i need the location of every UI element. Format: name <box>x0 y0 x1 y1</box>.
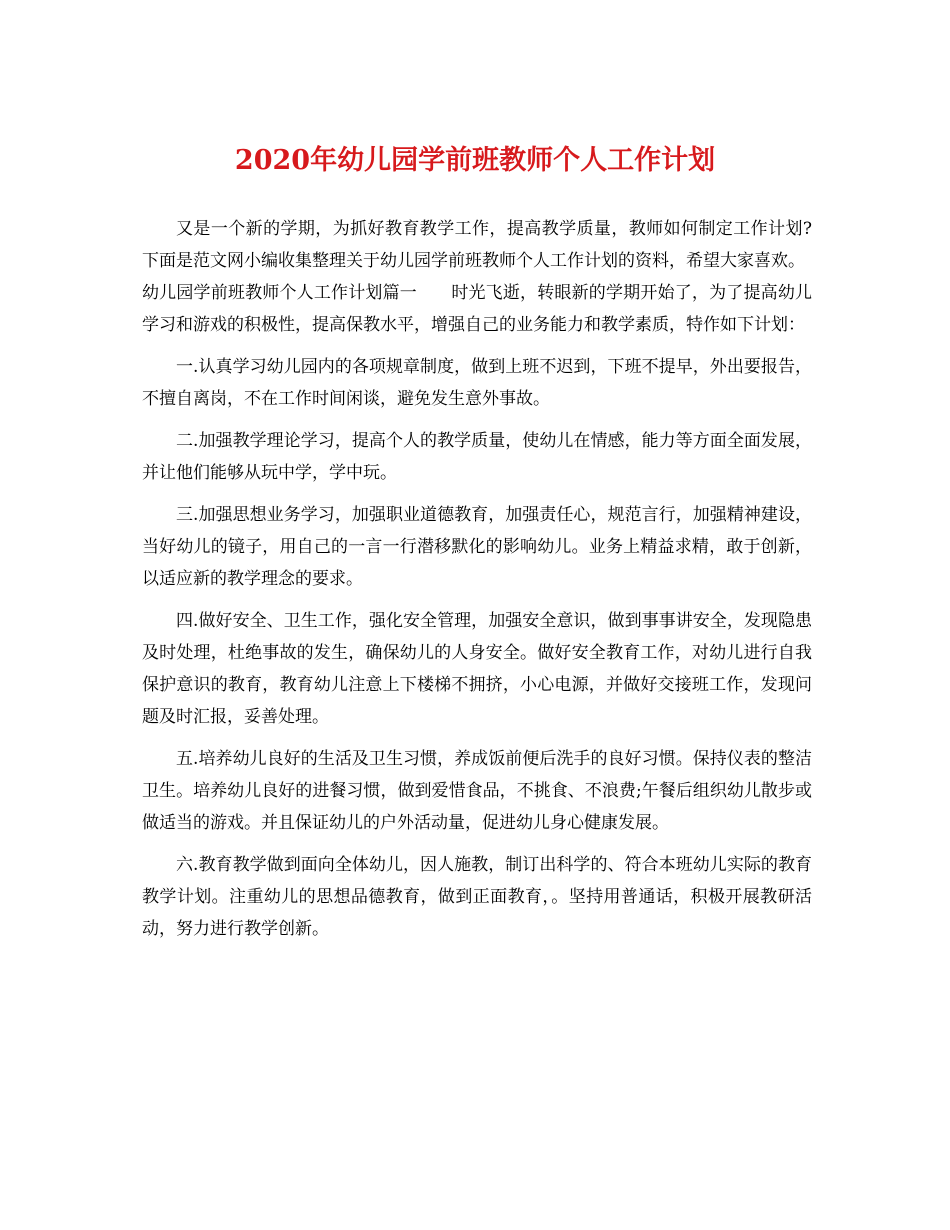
paragraph-item-3: 三.加强思想业务学习，加强职业道德教育，加强责任心，规范言行，加强精神建设，当好幼儿的镜子，用自己的一言一行潜移默化的影响幼儿。业务上精益求精，敢于创新，以适应新的教学理念的要求。 <box>142 505 812 589</box>
paragraph-item-2: 二.加强教学理论学习，提高个人的教学质量，使幼儿在情感，能力等方面全面发展，并让他们能够从玩中学，学中玩。 <box>142 431 812 483</box>
paragraph-item-5: 五.培养幼儿良好的生活及卫生习惯，养成饭前便后洗手的良好习惯。保持仪表的整洁卫生。培养幼儿良好的进餐习惯，做到爱惜食品，不挑食、不浪费;午餐后组织幼儿散步或做适当的游戏。并且保证幼儿的户外活动量，促进幼儿身心健康发展。 <box>142 749 812 833</box>
paragraph-item-4: 四.做好安全、卫生工作，强化安全管理，加强安全意识，做到事事讲安全，发现隐患及时处理，杜绝事故的发生，确保幼儿的人身安全。做好安全教育工作，对幼儿进行自我保护意识的教育，教育幼儿注意上下楼梯不拥挤，小心电源，并做好交接班工作，发现问题及时汇报，妥善处理。 <box>142 611 812 727</box>
paragraph-item-1: 一.认真学习幼儿园内的各项规章制度，做到上班不迟到，下班不提早，外出要报告，不擅自离岗，不在工作时间闲谈，避免发生意外事故。 <box>142 357 812 409</box>
document-body <box>142 213 812 945</box>
paragraph-intro: 又是一个新的学期，为抓好教育教学工作，提高教学质量，教师如何制定工作计划?下面是范文网小编收集整理关于幼儿园学前班教师个人工作计划的资料，希望大家喜欢。 <box>142 219 812 271</box>
paragraph-section-heading: 幼儿园学前班教师个人工作计划篇一 时光飞逝，转眼新的学期开始了，为了提高幼儿学习和游戏的积极性，提高保教水平，增强自己的业务能力和教学素质，特作如下计划： <box>142 283 812 335</box>
paragraph-item-6: 六.教育教学做到面向全体幼儿，因人施教，制订出科学的、符合本班幼儿实际的教育教学计划。注重幼儿的思想品德教育，做到正面教育，。坚持用普通话，积极开展教研活动，努力进行教学创新。 <box>142 855 812 939</box>
document-title: 2020年幼儿园学前班教师个人工作计划 <box>234 145 716 176</box>
